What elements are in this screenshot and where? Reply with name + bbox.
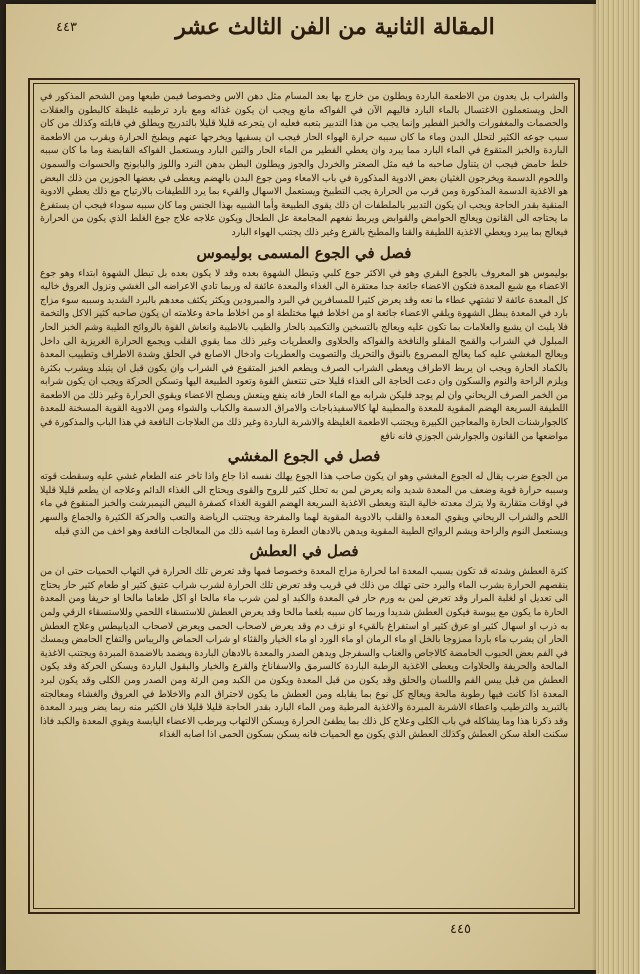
intro-paragraph: والشراب بل يعدون من الاطعمة الباردة ويطلون من خارج بها بعد المسام مثل دهن الاس وخصوصا فيمن طبعها ومن الشحم المذكور في الحل ويستعملون الاغتسال بالماء البارد فاليهم الآن في الفواكه مانع ويجب ان يكون غذائه ومع بارد ترطيبه غليظة كالبطون والعقلات والحصمات والمغفورات والخبز الفطير وإنما يجب من هذا التدبير بتعبه فعليه ان يتجرعه قليلا قليلا بالتدريج ويطلق في قابلته وكذلك من كان سبب جوعه الكثير لتحلل البدن وماء ما كان سببه حرارة الهواء الحار فيجب ان يسقيها ويخرجها عنهم ويطبخ الحرارة ويقرب من الاطعمة الباردة والخبز المتقوع في الماء البارد مما يبرد وان يعطي الفطير من الماء الحار والتين البارد ويستعمل الفواكه القابضة وما ما كان سببه خلط حامض فيجب ان يتناول صاحبه ما فيه مثل الصعتر والخردل والجوز ويطلون البطن بدهن النرد واللوز والبابونج والحسوات والسمون واللحوم الدسمة ويخرجون الغثيان بعض الادوية المذكورة في باب الامعاء ومن جوع البدن بالهضم ويعطى في بعضها الجوزين من ذلك البعض هو الاغذية الدسمة المذكورة ومن قرب من الحرارة يجب التطبيخ ويستعمل الاسهال والقيء بما يرد اللطيفات بالارتياح مع ذلك يعطي الادوية المنقية بقدر الحاجة ويجب ان يكون التدبير بالملطفات ان ذلك يقوى الطبيعة وأما الشبيه بهذا الجنس وما كان سببه سوداء فيجب ان يستفرغ ما يحتاجه الى القانون ويعالج الحوامض والقوابض ويربط نفعهم المجامعة عل الطحال ويكون علاجه علاج جوع الغلط الذي يكون من الحرارة فيعالج بما يبرد ويعطي الاغذية اللطيفة والقنا والمطبخ بالقرع وغير ذلك يجتنب الهواء البارد	[40, 91, 568, 238]
section-text-fainting-hunger: من الجوع ضرب يقال له الجوع المغشي وهو ان يكون صاحب هذا الجوع يهلك نفسه اذا جاع واذا تاخر عنه الطعام غشي عليه وسقطت قوته وسببه حرارة قوية وضعف من المعدة شديد وانه يعرض لمن به تحلل كثير للروح والقوى ويحتاج الى الغذاء الدائم وعلاجه ان يطعم قليلا قليلا في اوقات متقاربة ولا يترك معدته خالية البتة ويعطى الاغذية السريعة الهضم القوية الغذاء كصفرة البيض النيمبرشت والخبز المنقوع في ماء اللحم والشراب الريحاني ويقوي المعدة والقلب بالادوية المقوية لهما والمفرحة ويجتنب الرياضة والتعب والحركة الكثيرة والجماع والسهر ويستعمل النوم والراحة ويشم الروائح الطيبة المقوية ويدهن بالادهان العطرة وما اشبه ذلك من المعالجات النافعة وهو اخف من الذي قبله	[40, 471, 568, 537]
page-number-top: ٤٤٣	[56, 20, 77, 35]
section-title-thirst: فصل في العطش	[249, 542, 359, 561]
page-number-bottom: ٤٤٥	[450, 922, 471, 937]
main-text-block	[40, 90, 568, 902]
section-text-bulimus: بوليموس هو المعروف بالجوع البقري وهو في الاكثر جوع كلبي وتبطل الشهوة بعده وقد لا يكون بعده بل تبطل الشهوة ابتداء وهو جوع الاعضاء مع شبع المعدة فتكون الاعضاء جائعة جدا معتقرة الى الغذاء والمعدة عائفة له وربما تادي الاعراضه الى الغشي ونزول العروق خاليه كل المعدة عائفة لا تشتهي عطاء ما نعه وقد يعرض كثيرا للمسافرين في البرد والمبرودين ويكثر يكثف معدهم بالبرد الشديد وسببه سوء مزاج بارد في المعدة يبطل الشهوة ويلقي الاعضاء جائعة او من اخلاط فيها مختلطة او من اخلاط ماحة وعلامته ان يكون صاحبه كثير الاكل والتخمة فلا يلبث ان يشبع والعلامات بما تكون عليه ويعالج بالتسخين والتكميد بالحار والطيب بالاطيبة وانعاش القوة بالروائح الطيبة وشم الخبز الحار المبلول في الشراب والقمح المقلو والنافخة والفواكه والحلاوى والعطريات وغير ذلك مما يقوي القلب ويجمع الحرارة الغريزية الى داخل ويعالج المغشي عليه كما يعالج المصروع بالنوق والتحريك والتصويت والعطريات وادخال الاصابع في الحلق وشدة الاطراف وتطييب المعدة بالكماد الحارة ويجب ان يربط الاطراف ويعطى الشراب الصرف ويطعم الخبز المتقوع في الشراب وان يكون قبل ان يتبلد ويشرب بكثرة ويلزم الراحة والنوم والسكون وان دعت الحاجة الى الغذاء قليلا حتى تنتعش القوة وتعود الطبيعة اليها وتسكن الحركة ويجب ان يكون شرابه من الخمر الصرف الريحاني وان لم يوجد فليكن شرابه مع الماء الحار فانه ينفع وينعش ويصلح الاعضاء ويقوي الحرارة وغير ذلك من الاطعمة اللطيفة السريعة الهضم المقوية للمعدة والمطيبة لها كالاسفيذباجات والامراق الدسمة والكباب والشواء ومن الادوية القوية المسخنة للمعدة كالجوارشنات الحارة والمعاجين الكبيرة ويجتنب الاطعمة الغليظة والاشربة الباردة وغير ذلك من العلاجات النافعة في هذا الباب والمذكورة في مواضعها من القانون والجوارشن الجوزي فانه نافع	[40, 267, 568, 442]
section-title-bulimus: فصل في الجوع المسمى بوليموس	[196, 243, 412, 262]
running-head-title: المقالة الثانية من الفن الثالث عشر	[175, 14, 495, 40]
page-stack-edge	[596, 0, 640, 974]
section-title-fainting-hunger: فصل في الجوع المغشي	[227, 447, 381, 466]
section-text-thirst: كثرة العطش وشدته قد تكون بسبب المعدة اما لحرارة مزاج المعدة وخصوصا فمها وقد تعرض تلك الحرارة في التهاب الحميات حتى ان من ينقصهم الحرارة بشرب الماء والبرد حتى تهلك من ذلك في قريب وقد تعرض تلك الحرارة لشرب شراب عتيق كثير او طعام كثير حار يحتاج الى تعديل او لغلبة المرار وقد تعرض لمن به ورم حار في المعدة والكبد او لمن شرب ماء مالحا او اكل طعاما مالحا او حريفا ومن المعدة الحارة ما يكون مع يبوسة فيكون العطش شديدا وربما كان سببه بلغما مالحا وقد يعرض العطش للاستسقاء اللحمي وللاستسقاء الزقي ولمن به ذرب او اسهال كثير او عرق كثير او استفراغ بالقيء او نزف دم وقد يعرض لاصحاب الحمى ويعرض لاصحاب الديابيطس وعلاج العطش الحار ان يشرب ماء باردا ممزوجا بالخل او ماء الرمان او ماء الورد او ماء الخيار والقثاء او شراب الحماض والريباس والتفاح الحامض ويمسك في الفم بعض الحبوب الحامضة كالاجاص والعناب والسفرجل ويدهن الصدر والمعدة بالادهان الباردة ويضمد بالاضمدة المبردة ويجتنب الاغذية المالحة والحريفة والحلاوات ويعطى الاغذية الرطبة الباردة كالسرمق والاسفاناخ والقرع والخيار والبقول الباردة ويسكن الحركة وقد يكون العطش من قبل يبس الفم واللسان والحلق وقد يكون من قبل المعدة ويكون من الكبد ومن الرئة ومن الصدر ومن الكلى وقد يكون لبرد المعدة اذا كانت فيها رطوبة مالحة ويعالج كل نوع بما يقابله ومن العطش ما يكون لاحتراق الدم والاخلاط في العروق والغشاء ومعالجته بالتبريد والترطيب واعطاء الاشربة المبردة والاغذية المرطبة ومن الماء البارد بقدر الحاجة قليلا قليلا فان الكثير منه ربما يضر ويبرد المعدة وقد ذكرنا هذا وما يشاكله في باب الكلى وعلاج كل ذلك بما يطفئ الحرارة ويسكن الالتهاب ويرطب الاعضاء اليابسة ويقوي المعدة والكبد فاذا سكنت العلة سكن العطش وكذلك العطش الذي يكون مع الحميات فانه يسكن بسكون الحمى اذا اصابه الغذاء	[40, 566, 568, 741]
